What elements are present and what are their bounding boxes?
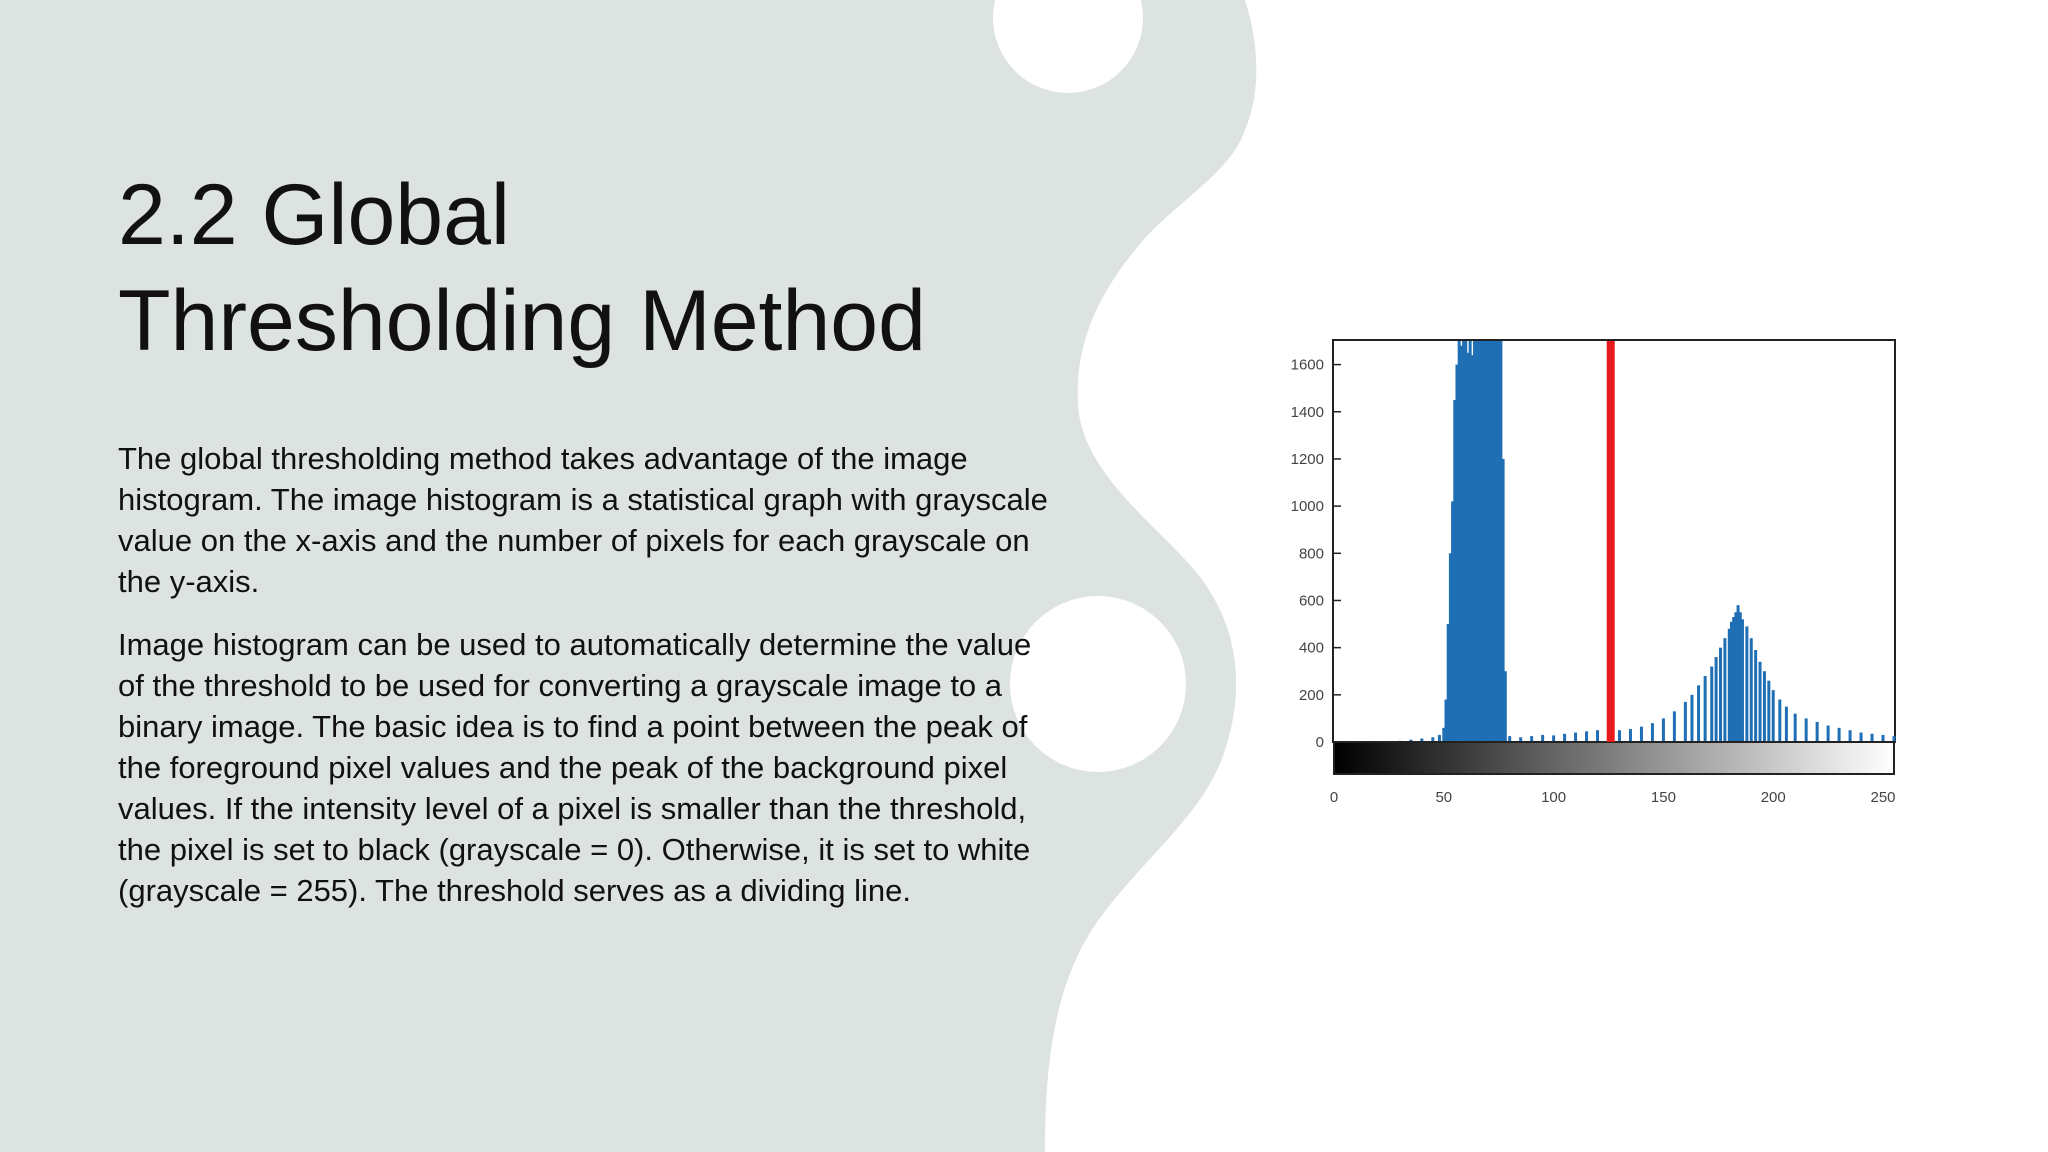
slide-body (118, 438, 1048, 933)
y-tick-label: 800 (1298, 545, 1324, 563)
histogram-bar (1651, 723, 1654, 742)
histogram-bar (1871, 734, 1874, 742)
histogram-bar (1438, 735, 1441, 742)
histogram-bar (1715, 657, 1718, 742)
histogram-bar (1816, 722, 1819, 742)
histogram-bar (1585, 731, 1588, 742)
histogram-bar (1690, 695, 1693, 742)
histogram-bar (1684, 702, 1687, 742)
body-paragraph-1: The global thresholding method takes advantage of the image histogram. The image histogram is a statistical graph with grayscale value on the x-axis and the number of pixels for each grayscale on the y-axis. (118, 441, 1048, 599)
x-tick-label: 100 (1541, 789, 1567, 806)
y-tick-label: 400 (1298, 639, 1324, 657)
y-tick-label: 1000 (1290, 498, 1324, 516)
histogram-bar (1860, 733, 1863, 742)
y-tick-label: 600 (1298, 592, 1324, 610)
histogram-bar (1754, 650, 1757, 742)
histogram-bar (1772, 690, 1775, 742)
y-tick-label: 1600 (1290, 356, 1324, 374)
slide-title-line-2: Thresholding Method (118, 273, 926, 369)
histogram-bar (1697, 685, 1700, 742)
histogram-bar (1849, 730, 1852, 742)
histogram-bar (1504, 671, 1507, 742)
histogram-bar (1785, 707, 1788, 742)
grayscale-colorbar (1334, 742, 1894, 774)
histogram-bar (1778, 700, 1781, 742)
x-tick-label: 50 (1435, 789, 1453, 806)
histogram-bar (1640, 727, 1643, 742)
y-tick-label: 200 (1298, 686, 1324, 704)
x-tick-label: 200 (1760, 789, 1786, 806)
x-tick-label: 0 (1329, 789, 1339, 806)
slide-title-line-1: 2.2 Global (118, 167, 511, 263)
x-tick-label: 150 (1650, 789, 1676, 806)
histogram-bar (1723, 638, 1726, 742)
histogram-bar (1759, 662, 1762, 742)
histogram-bar (1745, 626, 1748, 742)
histogram-bar (1662, 718, 1665, 742)
histogram-bar (1704, 676, 1707, 742)
histogram-bar (1629, 729, 1632, 742)
y-tick-label: 1400 (1290, 403, 1324, 421)
histogram-bar (1750, 638, 1753, 742)
histogram-bar (1596, 730, 1599, 742)
histogram-bar (1710, 667, 1713, 742)
x-tick-label: 250 (1870, 789, 1896, 806)
histogram-bar (1741, 619, 1744, 742)
histogram-bar (1763, 671, 1766, 742)
histogram-bar (1673, 711, 1676, 742)
histogram-bar (1563, 734, 1566, 742)
histogram-bar (1882, 735, 1885, 742)
histogram-bar (1574, 733, 1577, 742)
histogram-bar (1767, 681, 1770, 742)
histogram-bar (1719, 648, 1722, 742)
histogram-bar (1838, 728, 1841, 742)
histogram-bar (1541, 735, 1544, 742)
y-tick-label: 0 (1315, 734, 1324, 751)
slide-title (118, 162, 1098, 374)
y-tick-label: 1200 (1290, 450, 1324, 468)
histogram-bar (1805, 718, 1808, 742)
histogram-bar (1794, 714, 1797, 742)
body-paragraph-2: Image histogram can be used to automatically determine the value of the threshold to be used for converting a grayscale image to a binary image. The basic idea is to find a point between the peak of the foreground pixel values and the peak of the background pixel values. If the intensity level of a pixel is smaller than the threshold, the pixel is set to black (grayscale = 0). Otherwise, it is set to white (grayscale = 255). The threshold serves as a dividing line. (118, 627, 1032, 908)
histogram-bar (1618, 730, 1621, 742)
histogram-bar (1827, 725, 1830, 742)
histogram-chart (1260, 328, 1920, 808)
